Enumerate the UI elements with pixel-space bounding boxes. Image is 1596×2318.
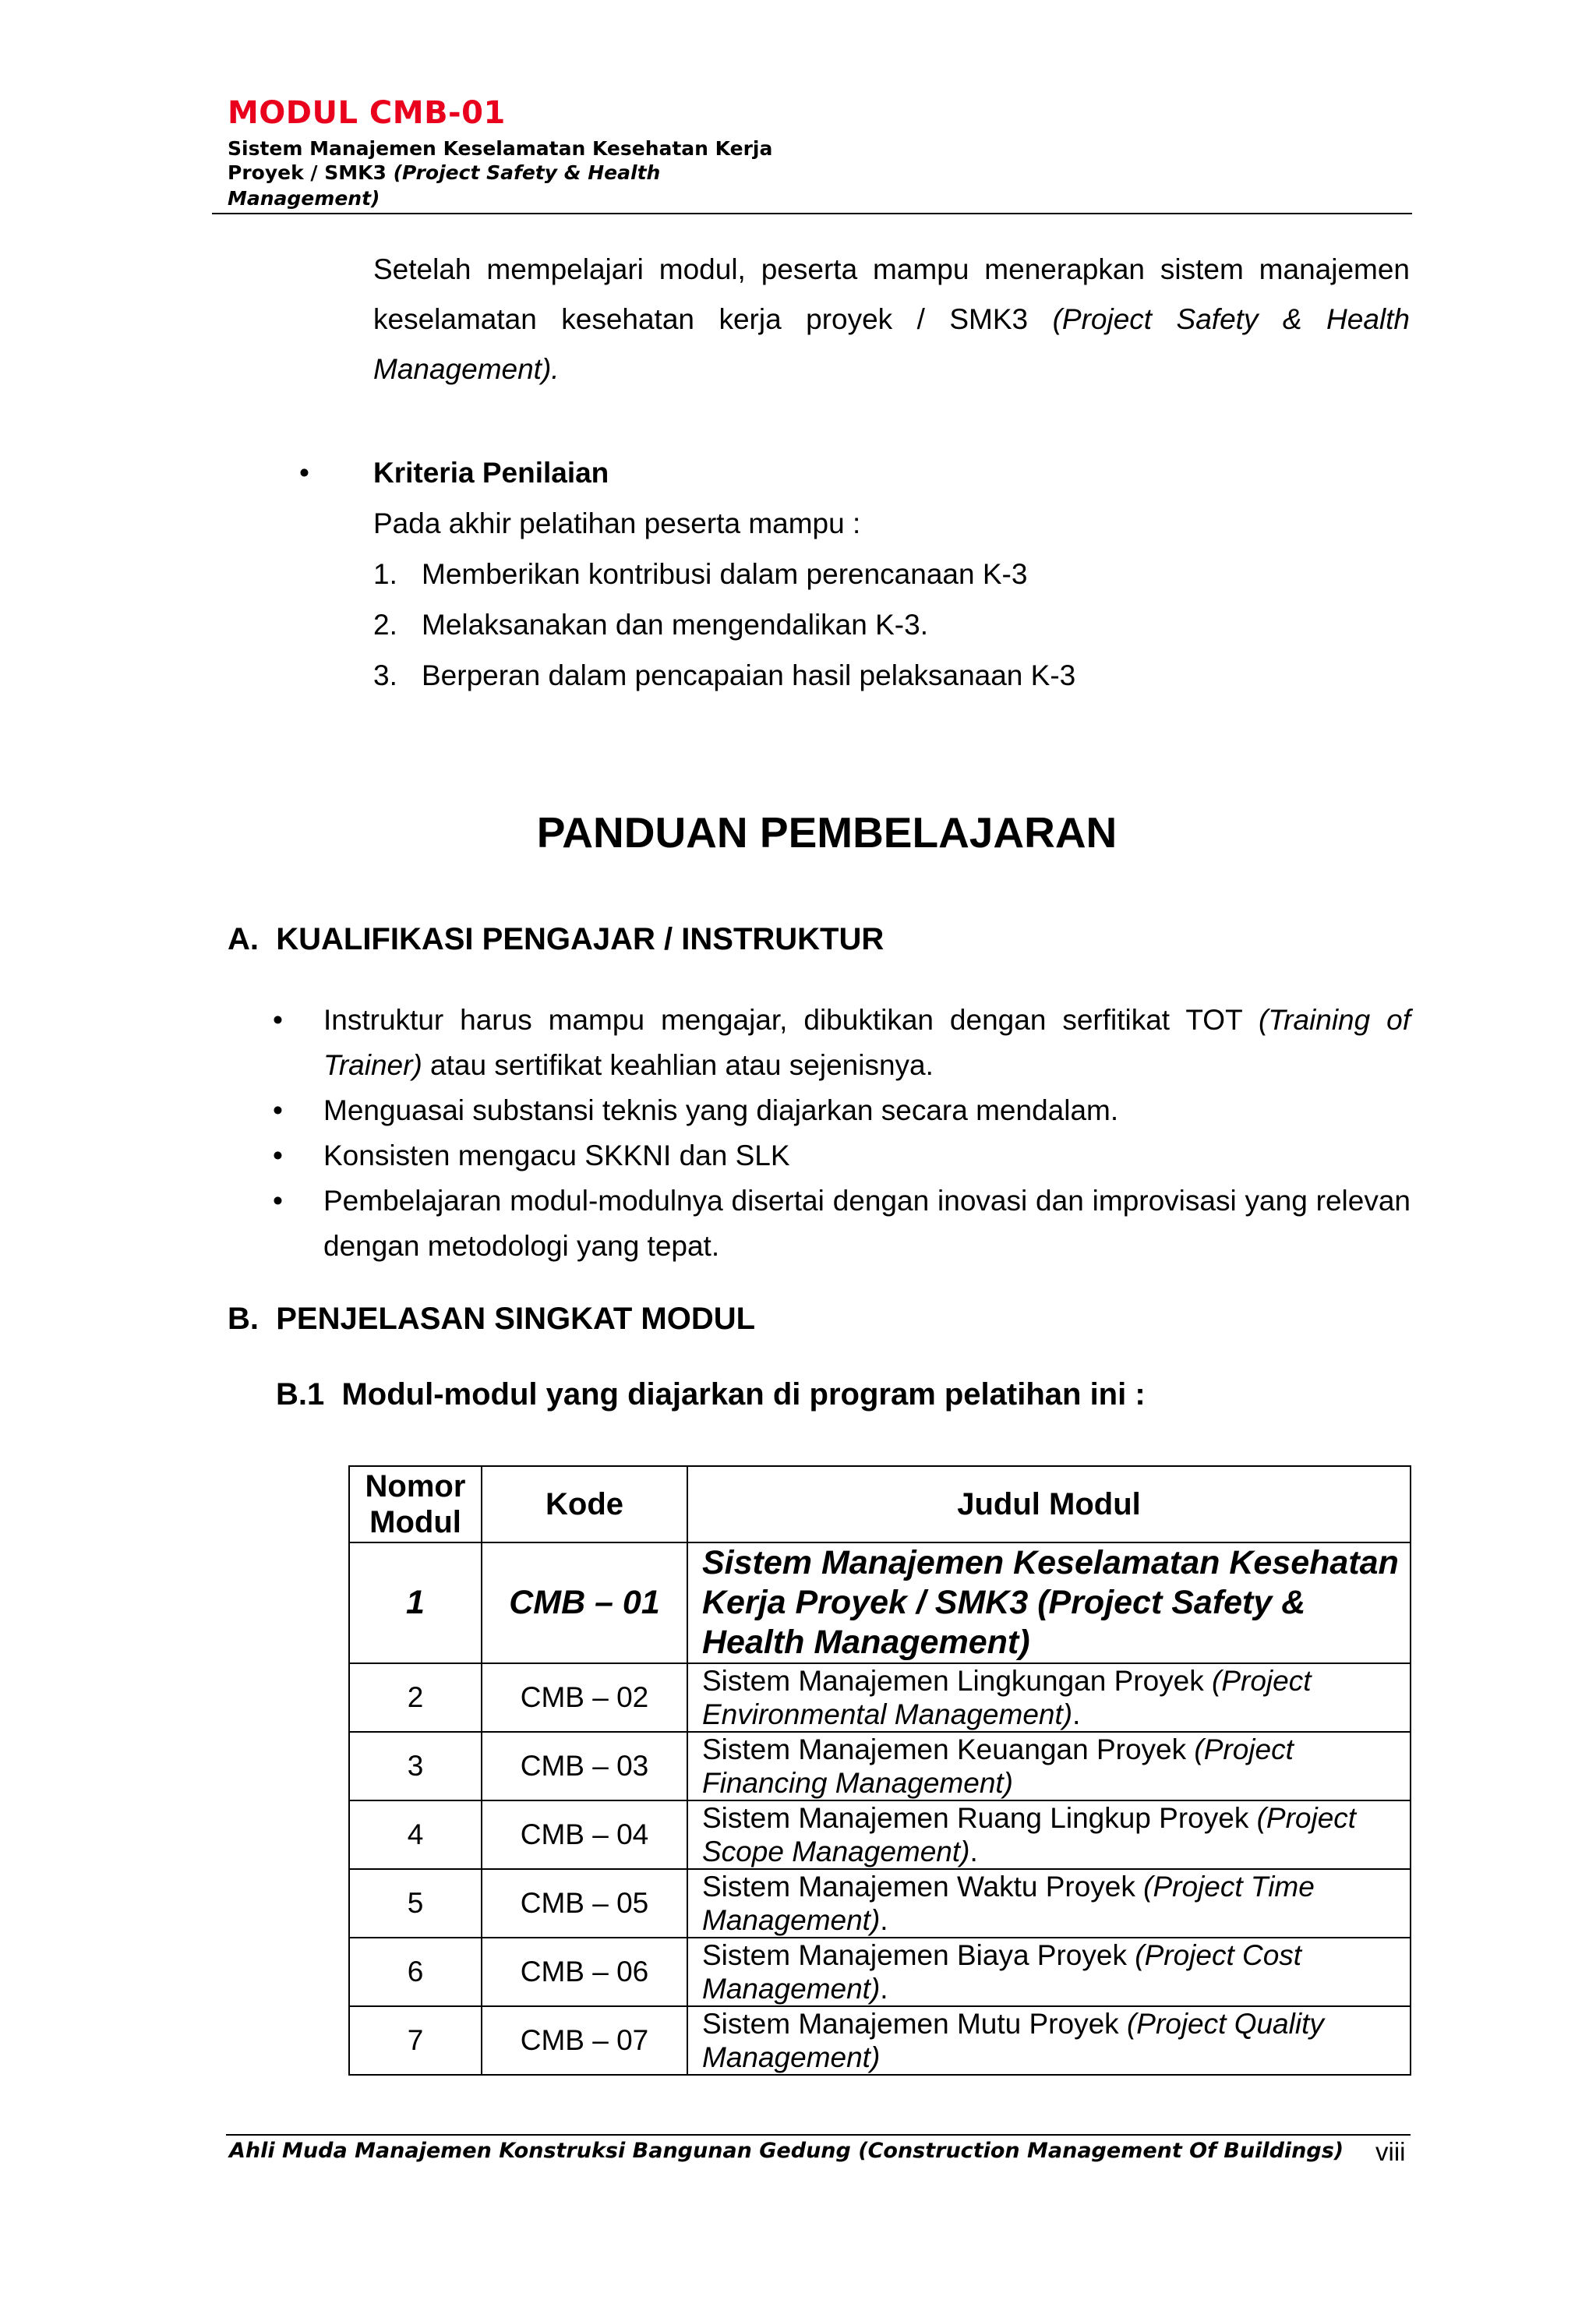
cell-kode: CMB – 05: [482, 1869, 687, 1938]
judul-tail: .: [880, 1904, 888, 1936]
intro-line3: [373, 345, 1410, 394]
header-rule: [212, 213, 1412, 214]
table-row: [349, 1800, 1411, 1869]
criteria-title: Kriteria Penilaian: [373, 457, 609, 489]
cell-judul: [687, 2006, 1411, 2075]
intro-paragraph: [373, 245, 1410, 394]
judul-italic: (Project Environmental Management): [702, 1665, 1312, 1730]
judul-plain: Sistem Manajemen Waktu Proyek: [702, 1871, 1144, 1903]
table-header-row: [349, 1466, 1411, 1542]
header-subtitle-line1: Sistem Manajemen Keselamatan Kesehatan Kerja: [228, 137, 773, 160]
cell-kode: CMB – 04: [482, 1800, 687, 1869]
footer-rule: [226, 2134, 1411, 2136]
list-item-text: [323, 998, 1411, 1088]
judul-plain: Sistem Manajemen Mutu Proyek: [702, 2008, 1127, 2040]
module-title: MODUL CMB-01: [228, 95, 506, 131]
judul-tail: .: [1072, 1698, 1081, 1730]
cell-nomor: 5: [349, 1869, 482, 1938]
judul-plain: Sistem Manajemen Keuangan Proyek: [702, 1733, 1195, 1765]
list-item: [373, 558, 1075, 609]
criteria-bullet: •: [299, 457, 309, 489]
table-row: [349, 1869, 1411, 1938]
list-item-text: Melaksanakan dan mengendalikan K-3.: [422, 609, 928, 641]
list-item-text: Memberikan kontribusi dalam perencanaan K-3: [422, 558, 1028, 590]
list-item-number: 2.: [373, 609, 397, 641]
cell-kode: CMB – 07: [482, 2006, 687, 2075]
list-item-number: 3.: [373, 659, 397, 691]
bullet-icon: •: [273, 1140, 283, 1171]
judul-italic: (Project Time Management): [702, 1871, 1315, 1936]
cell-nomor: 2: [349, 1663, 482, 1732]
judul-italic: (Project Scope Management): [702, 1802, 1357, 1867]
item-plain: Instruktur harus mampu mengajar, dibuktikan dengan serfitikat TOT: [323, 1004, 1259, 1036]
cell-nomor: 4: [349, 1800, 482, 1869]
cell-judul: [687, 1869, 1411, 1938]
table-row: [349, 1542, 1411, 1663]
list-item-text: Pembelajaran modul-modulnya disertai dengan inovasi dan improvisasi yang relevan dengan metodologi yang tepat.: [323, 1185, 1411, 1262]
judul-plain: Sistem Manajemen Ruang Lingkup Proyek: [702, 1802, 1257, 1834]
section-a-heading: A. KUALIFIKASI PENGAJAR / INSTRUKTUR: [228, 922, 885, 956]
list-item: [273, 1088, 1411, 1133]
item-italic: (Training of Trainer): [323, 1004, 1411, 1081]
cell-judul: [687, 1732, 1411, 1800]
table-row: [349, 1663, 1411, 1732]
item-tail: atau sertifikat keahlian atau sejenisnya.: [422, 1049, 934, 1081]
cell-nomor: 3: [349, 1732, 482, 1800]
header-line3-italic: Management): [228, 187, 380, 210]
intro-line2-italic: (Project Safety & Health: [1052, 303, 1411, 335]
cell-nomor: 6: [349, 1938, 482, 2006]
header-subtitle-line2: [228, 161, 660, 184]
judul-italic: (Project Quality Management): [702, 2008, 1324, 2073]
cell-kode: CMB – 06: [482, 1938, 687, 2006]
table-row: [349, 2006, 1411, 2075]
list-item: [273, 1133, 1411, 1178]
judul-plain: Sistem Manajemen Lingkungan Proyek: [702, 1665, 1213, 1697]
cell-judul: Sistem Manajemen Keselamatan Kesehatan Kerja Proyek / SMK3 (Project Safety & Health Management): [687, 1542, 1411, 1663]
page-title: PANDUAN PEMBELAJARAN: [536, 808, 1118, 857]
footer-text: Ahli Muda Manajemen Konstruksi Bangunan Gedung (Construction Management Of Buildings): [229, 2139, 1344, 2163]
cell-kode: CMB – 03: [482, 1732, 687, 1800]
page-number: viii: [1375, 2137, 1406, 2166]
header-line2-italic: (Project Safety & Health: [393, 161, 661, 184]
intro-line2: [373, 295, 1410, 345]
header-kode: Kode: [482, 1466, 687, 1542]
list-item: [373, 659, 1075, 710]
list-item: [273, 1178, 1411, 1269]
judul-italic: (Project Financing Management): [702, 1733, 1294, 1799]
cell-judul: [687, 1800, 1411, 1869]
list-item: [373, 609, 1075, 659]
bullet-icon: •: [273, 1185, 283, 1217]
section-a-list: [273, 998, 1411, 1269]
list-item-text: Menguasai substansi teknis yang diajarkan secara mendalam.: [323, 1094, 1119, 1126]
header-subtitle-line3: [228, 187, 380, 210]
bullet-icon: •: [273, 1004, 283, 1036]
cell-nomor: 7: [349, 2006, 482, 2075]
table-row: [349, 1732, 1411, 1800]
criteria-list: [373, 558, 1075, 710]
header-nomor-modul: [349, 1466, 482, 1542]
judul-plain: Sistem Manajemen Biaya Proyek: [702, 1939, 1135, 1971]
table-row: [349, 1938, 1411, 2006]
list-item: [273, 998, 1411, 1088]
judul-italic: (Project Cost Management): [702, 1939, 1302, 2005]
modules-table: [348, 1465, 1411, 2076]
header-judul-modul: Judul Modul: [687, 1466, 1411, 1542]
list-item-number: 1.: [373, 558, 397, 590]
cell-judul: [687, 1663, 1411, 1732]
section-b1-heading: B.1 Modul-modul yang diajarkan di program pelatihan ini :: [276, 1377, 1146, 1412]
cell-kode: CMB – 02: [482, 1663, 687, 1732]
cell-kode: CMB – 01: [482, 1542, 687, 1663]
criteria-intro: Pada akhir pelatihan peserta mampu :: [373, 507, 861, 539]
header-nomor: Nomor: [365, 1469, 466, 1504]
intro-line2-plain: keselamatan kesehatan kerja proyek / SMK3: [373, 303, 1053, 335]
intro-line1: Setelah mempelajari modul, peserta mampu menerapkan sistem manajemen: [373, 253, 1410, 285]
intro-line3-italic: Management).: [373, 353, 560, 385]
header-line2-plain: Proyek / SMK3: [228, 161, 394, 184]
bullet-icon: •: [273, 1094, 283, 1126]
judul-tail: .: [969, 1836, 978, 1867]
list-item-text: Berperan dalam pencapaian hasil pelaksanaan K-3: [422, 659, 1076, 691]
section-b-heading: B. PENJELASAN SINGKAT MODUL: [228, 1302, 756, 1336]
cell-judul: [687, 1938, 1411, 2006]
list-item-text: Konsisten mengacu SKKNI dan SLK: [323, 1140, 790, 1171]
header-modul: Modul: [369, 1505, 461, 1539]
cell-nomor: 1: [349, 1542, 482, 1663]
judul-tail: .: [880, 1973, 888, 2005]
